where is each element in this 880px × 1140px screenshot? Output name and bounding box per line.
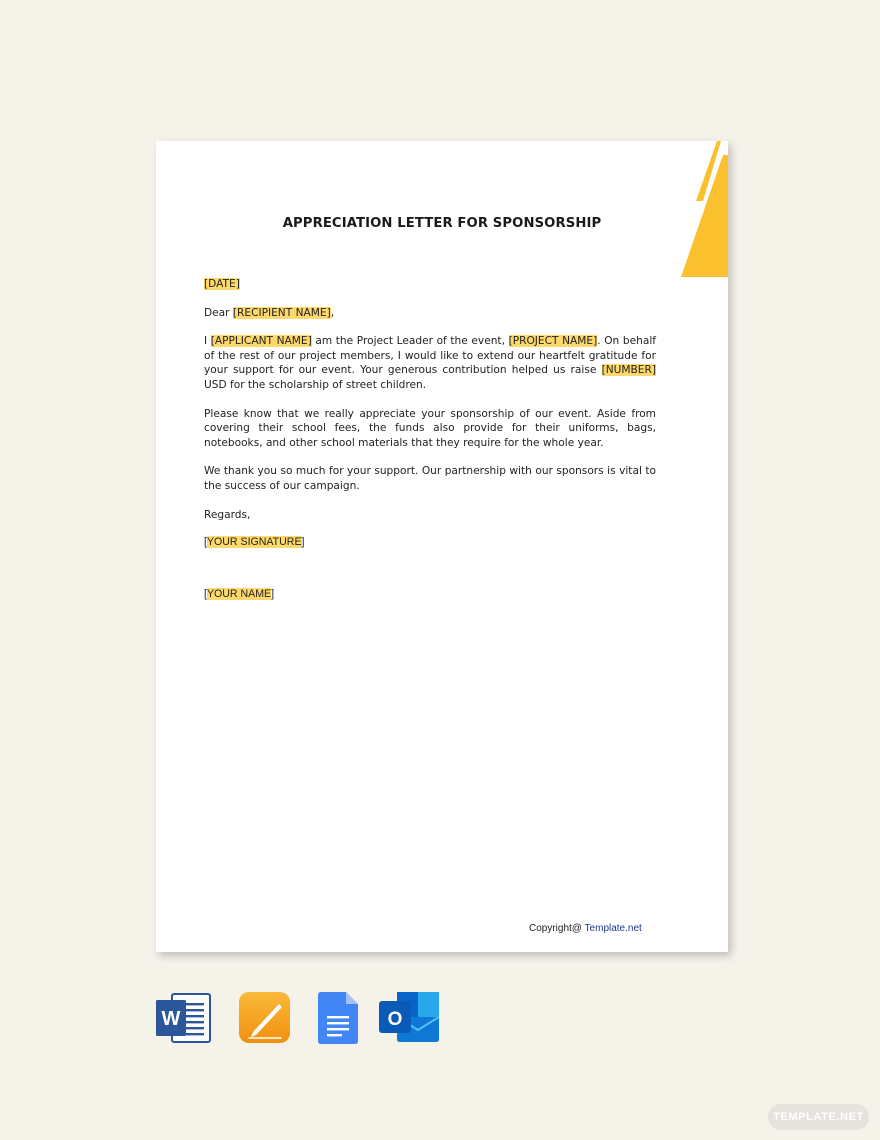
name-bracket-open: [: [204, 587, 207, 600]
name-line: [204, 587, 656, 602]
number-placeholder: [NUMBER]: [601, 364, 656, 377]
date-placeholder: [DATE]: [204, 278, 240, 290]
outlook-letter: O: [387, 1009, 403, 1030]
pages-app[interactable]: [239, 992, 291, 1049]
copyright-prefix: Copyright@: [529, 923, 585, 934]
signature-placeholder: YOUR SIGNATURE: [206, 536, 302, 549]
signature-line: [204, 535, 656, 550]
paragraph-3: We thank you so much for your support. Our partnership with our sponsors is vital to the success of our campaign.: [204, 465, 656, 492]
p1-text-3: . On behalf of the rest of our project members, I would like to extend our heartfelt gratitude for your support for our event. Your generous contribution helped us raise: [204, 335, 657, 377]
thin-stripe: [696, 141, 721, 201]
google-docs-icon: [318, 992, 358, 1044]
paragraph-1: [204, 334, 656, 392]
paragraph-2: Please know that we really appreciate your sponsorship of our event. Aside from covering their school fees, the funds also provide for their uniforms, bags, notebooks, and other school materials that they require for the whole year.: [204, 407, 656, 449]
signature-bracket-close: ]: [301, 536, 305, 549]
pages-icon: [239, 992, 291, 1044]
p1-text-2: am the Project Leader of the event,: [311, 335, 509, 348]
applicant-placeholder: [APPLICANT NAME]: [210, 335, 312, 348]
salutation: [204, 306, 656, 321]
google-docs-app[interactable]: [318, 992, 358, 1049]
salutation-prefix: Dear: [204, 306, 233, 319]
word-icon: [156, 992, 212, 1044]
copyright-link[interactable]: Template.net: [584, 923, 642, 934]
salutation-suffix: ,: [330, 306, 335, 319]
date-line: [204, 277, 656, 292]
name-placeholder: YOUR NAME: [206, 587, 272, 600]
letter-title: APPRECIATION LETTER FOR SPONSORSHIP: [282, 216, 602, 231]
closing: Regards,: [204, 508, 251, 521]
outlook-icon: [379, 992, 439, 1044]
word-letter: W: [161, 1008, 181, 1030]
word-app[interactable]: [156, 992, 212, 1049]
recipient-placeholder: [RECIPIENT NAME]: [232, 306, 331, 319]
name-bracket-close: ]: [271, 587, 275, 600]
signature-bracket-open: [: [204, 536, 207, 549]
letter-page: [156, 141, 728, 952]
letter-body: [204, 277, 656, 601]
p1-text-4: USD for the scholarship of street children.: [204, 378, 427, 391]
template-net-watermark: TEMPLATE.NET: [768, 1104, 869, 1130]
p1-text-1: I: [204, 335, 211, 348]
project-placeholder: [PROJECT NAME]: [508, 335, 598, 348]
outlook-app[interactable]: [379, 992, 439, 1049]
copyright: [529, 923, 642, 934]
